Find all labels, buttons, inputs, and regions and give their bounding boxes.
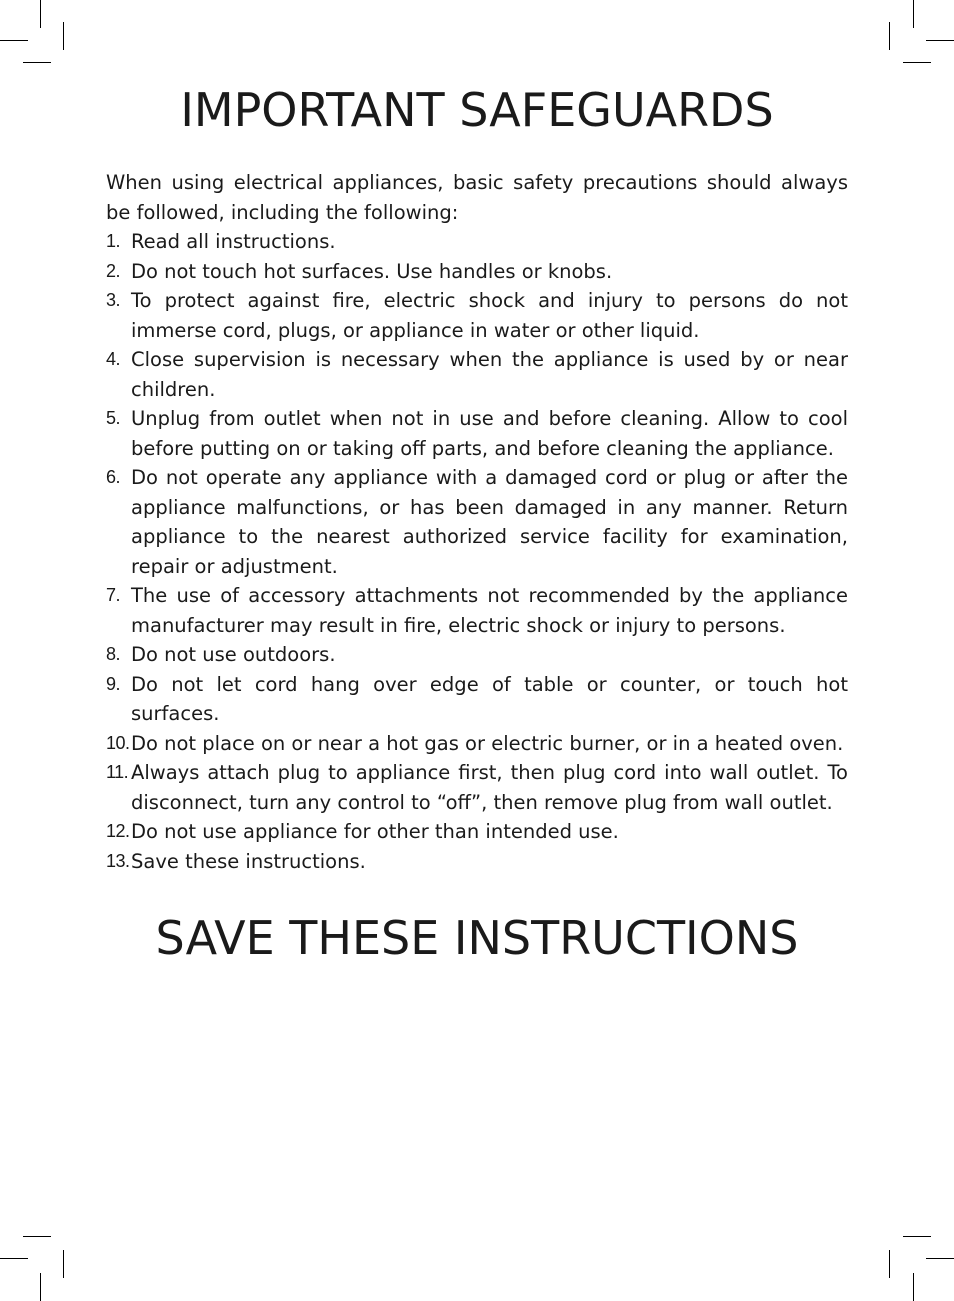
item-text: Close supervision is necessary when the appliance is used by or near children. [131, 348, 848, 401]
item-text: To protect against fire, electric shock and injury to persons do not immerse cord, plugs, or appliance in water or other liquid. [131, 289, 848, 342]
list-item [106, 286, 848, 345]
page-title: IMPORTANT SAFEGUARDS [180, 83, 774, 137]
item-text: The use of accessory attachments not recommended by the appliance manufacturer may result in fire, electric shock or injury to persons. [131, 584, 848, 637]
crop-mark [0, 40, 28, 41]
safeguards-list [106, 227, 848, 876]
crop-mark [40, 1273, 41, 1301]
item-text: Do not touch hot surfaces. Use handles or knobs. [131, 259, 613, 283]
item-number: 2. [106, 260, 121, 281]
crop-mark [63, 1250, 64, 1278]
crop-mark [926, 1258, 954, 1259]
item-text: Do not place on or near a hot gas or electric burner, or in a heated oven. [131, 731, 844, 755]
crop-mark [903, 1236, 931, 1237]
crop-mark [926, 40, 954, 41]
item-number: 5. [106, 408, 121, 428]
item-number: 7. [106, 585, 121, 605]
list-item [106, 817, 848, 847]
list-item [106, 847, 848, 877]
list-item [106, 463, 848, 581]
item-number: 6. [106, 467, 121, 487]
safeguards-body [106, 168, 848, 876]
item-text: Do not use outdoors. [131, 643, 336, 666]
crop-mark [889, 1250, 890, 1278]
item-text: Read all instructions. [131, 230, 336, 253]
item-text: Always attach plug to appliance first, then plug cord into wall outlet. To disconnect, turn any control to “off”, then remove plug from wall outlet. [131, 761, 848, 814]
list-item [106, 404, 848, 463]
item-number: 8. [106, 644, 121, 664]
item-text: Do not operate any appliance with a damaged cord or plug or after the appliance malfunctions, or has been damaged in any manner. Return appliance to the nearest authorized service facility for examination, repair or adjustment. [131, 466, 848, 578]
list-item [106, 729, 848, 759]
crop-mark [913, 0, 914, 28]
item-text: Save these instructions. [131, 849, 366, 873]
item-text: Do not let cord hang over edge of table or counter, or touch hot surfaces. [131, 672, 848, 725]
crop-mark [903, 62, 931, 63]
item-number: 3. [106, 290, 121, 310]
list-item [106, 227, 848, 257]
list-item [106, 758, 848, 817]
item-text: Unplug from outlet when not in use and before cleaning. Allow to cool before putting on or taking off parts, and before cleaning the appliance. [131, 407, 848, 460]
list-item [106, 640, 848, 670]
item-number: 9. [106, 673, 121, 694]
crop-mark [0, 1258, 28, 1259]
intro-paragraph: When using electrical appliances, basic safety precautions should always be followed, including the following: [106, 171, 848, 224]
footer-heading: SAVE THESE INSTRUCTIONS [155, 911, 799, 965]
item-number: 13. [106, 850, 130, 871]
list-item [106, 257, 848, 287]
item-number: 1. [106, 231, 121, 251]
crop-mark [889, 22, 890, 50]
item-number: 11. [106, 762, 129, 782]
list-item [106, 345, 848, 404]
crop-mark [913, 1273, 914, 1301]
list-item [106, 581, 848, 640]
crop-mark [63, 22, 64, 50]
list-item [106, 670, 848, 729]
item-number: 4. [106, 349, 121, 369]
item-text: Do not use appliance for other than intended use. [131, 820, 619, 843]
crop-mark [23, 1236, 51, 1237]
crop-mark [23, 62, 51, 63]
crop-mark [40, 0, 41, 28]
item-number: 12. [106, 821, 130, 841]
item-number: 10. [106, 732, 130, 753]
